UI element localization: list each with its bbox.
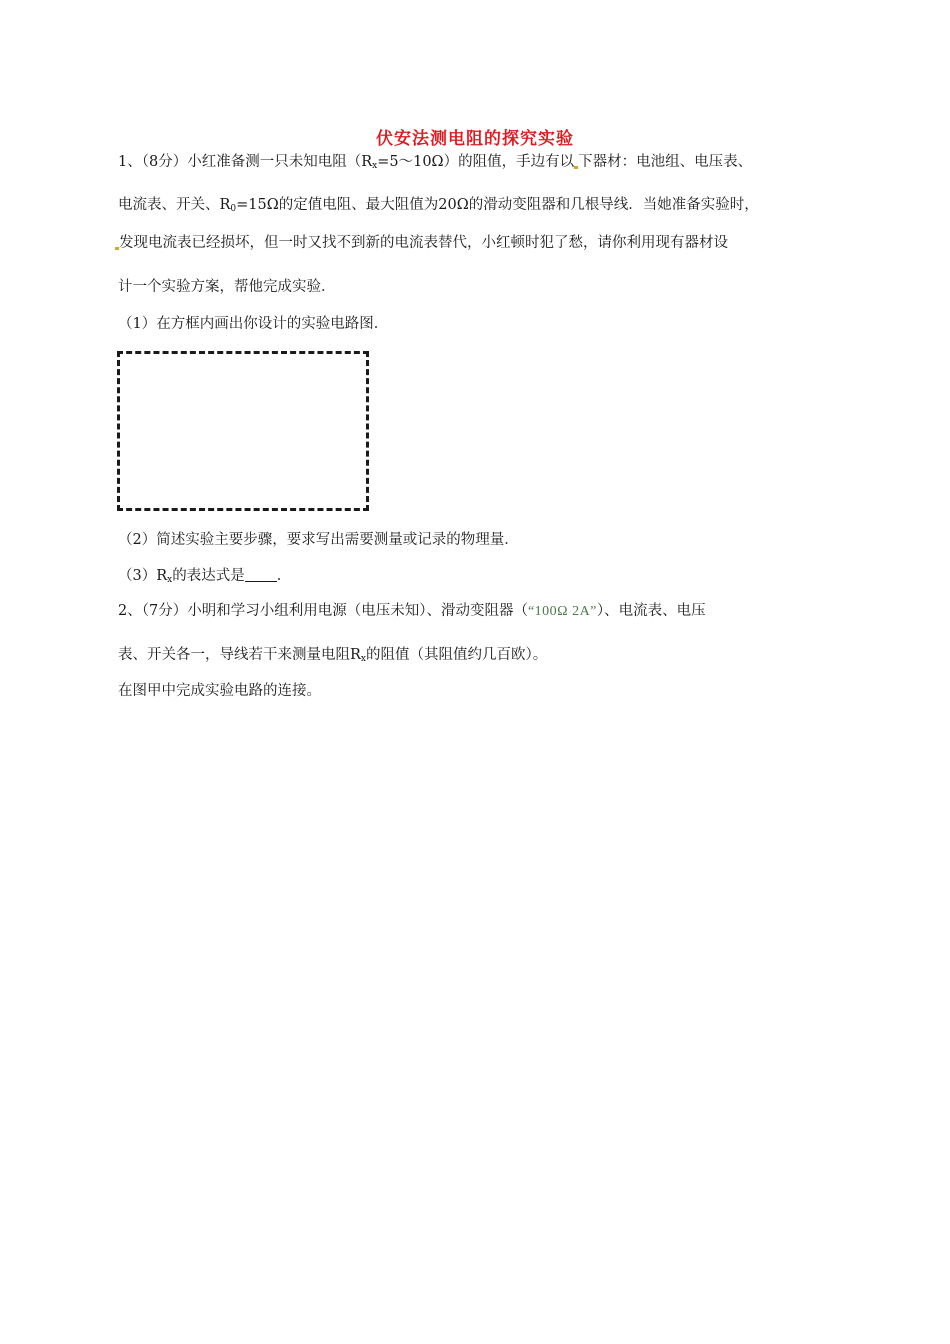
text-segment: =5～10Ω）的阻值，手边有以 xyxy=(377,154,575,170)
text-segment: （3）R xyxy=(118,568,168,584)
text-segment: =15Ω的定值电阻、最大阻值为20Ω的滑动变阻器和几根导线．当她准备实验时， xyxy=(236,197,759,213)
question-1-part-2: （2）简述实验主要步骤，要求写出需要测量或记录的物理量． xyxy=(118,532,519,548)
rheostat-spec: “100Ω 2A” xyxy=(527,604,597,619)
question-1-line-1 xyxy=(118,152,752,176)
question-1-line-4: 计一个实验方案，帮他完成实验． xyxy=(118,279,336,295)
question-1-line-3 xyxy=(115,233,728,253)
subscript: x xyxy=(372,161,378,171)
answer-blank[interactable] xyxy=(245,566,277,582)
text-segment: 的阻值（其阻值约几百欧）。 xyxy=(366,647,548,663)
subscript: 0 xyxy=(230,204,237,214)
question-2-line-2 xyxy=(118,645,547,669)
text-segment: 、（8分）小红准备测一只未知电阻（R xyxy=(127,154,373,170)
circuit-drawing-box[interactable] xyxy=(117,351,369,511)
question-2-line-1 xyxy=(118,601,706,622)
subscript: x xyxy=(167,575,173,585)
text-segment: 下器材：电池组、电压表、 xyxy=(578,154,753,170)
text-segment: 的表达式是 xyxy=(172,568,245,584)
page-title: 伏安法测电阻的探究实验 xyxy=(376,129,574,149)
text-segment: ）、电流表、电压 xyxy=(596,603,706,619)
text-segment: 表、开关各一，导线若干来测量电阻R xyxy=(118,647,361,663)
text-segment: 发现电流表已经损坏，但一时又找不到新的电流表替代，小红顿时犯了愁，请你利用现有器材设 xyxy=(119,235,728,251)
question-number: 1 xyxy=(118,154,128,170)
text-segment: 电流表、开关、R xyxy=(118,197,231,213)
question-1-line-2 xyxy=(118,195,759,219)
subscript: x xyxy=(360,654,366,664)
text-segment: ． xyxy=(276,568,292,584)
text-segment: 2、（7分）小明和学习小组利用电源（电压未知）、滑动变阻器（ xyxy=(118,603,528,619)
question-1-part-3 xyxy=(118,566,291,590)
question-1-part-1: （1）在方框内画出你设计的实验电路图． xyxy=(118,316,389,332)
question-2-line-3: 在图甲中完成实验电路的连接。 xyxy=(118,683,321,699)
